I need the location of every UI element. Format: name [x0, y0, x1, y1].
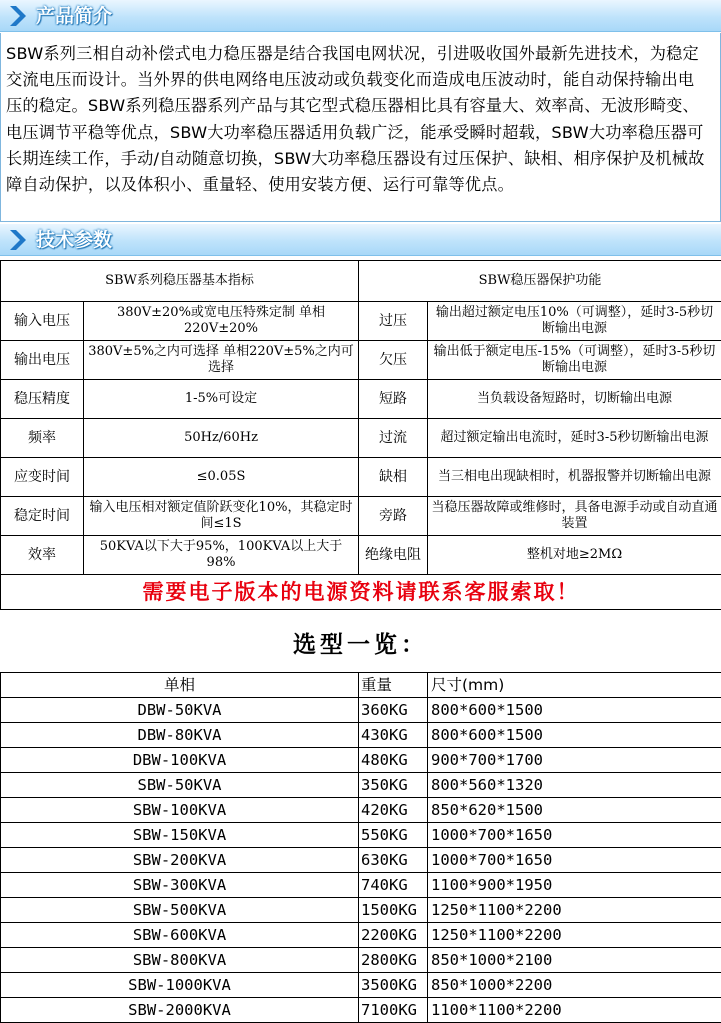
- model-name: SBW-50KVA: [1, 773, 359, 798]
- model-name: SBW-100KVA: [1, 798, 359, 823]
- param-value: 1-5%可设定: [84, 380, 359, 419]
- model-size: 900*700*1700: [428, 748, 721, 773]
- model-weight: 3500KG: [359, 973, 428, 998]
- params-header-left: SBW系列稳压器基本指标: [1, 261, 359, 302]
- intro-title: 产品简介: [36, 4, 112, 28]
- params-row: [1, 380, 721, 419]
- model-weight: 7100KG: [359, 998, 428, 1023]
- models-header-type: 单相: [1, 673, 359, 698]
- chevron-right-icon: [8, 4, 30, 28]
- selection-title: 选型一览：: [0, 626, 721, 659]
- protection-value: 输出低于额定电压-15%（可调整），延时3-5秒切断输出电源: [428, 341, 721, 380]
- protection-label: 缺相: [359, 458, 428, 497]
- protection-label: 绝缘电阻: [359, 536, 428, 575]
- models-header-size: 尺寸(mm): [428, 673, 721, 698]
- protection-label: 过流: [359, 419, 428, 458]
- model-weight: 550KG: [359, 823, 428, 848]
- protection-value: 输出超过额定电压10%（可调整），延时3-5秒切断输出电源: [428, 302, 721, 341]
- model-weight: 350KG: [359, 773, 428, 798]
- model-weight: 1500KG: [359, 898, 428, 923]
- protection-label: 过压: [359, 302, 428, 341]
- params-row: [1, 536, 721, 575]
- model-weight: 630KG: [359, 848, 428, 873]
- params-row: [1, 419, 721, 458]
- model-size: 850*1000*2200: [428, 973, 721, 998]
- param-value: 380V±20%或宽电压特殊定制 单相220V±20%: [84, 302, 359, 341]
- param-label: 输入电压: [1, 302, 84, 341]
- model-weight: 2200KG: [359, 923, 428, 948]
- table-row: [1, 848, 721, 873]
- table-row: [1, 873, 721, 898]
- param-label: 稳压精度: [1, 380, 84, 419]
- params-row: [1, 341, 721, 380]
- model-name: SBW-500KVA: [1, 898, 359, 923]
- model-weight: 740KG: [359, 873, 428, 898]
- model-size: 800*560*1320: [428, 773, 721, 798]
- model-name: SBW-1000KVA: [1, 973, 359, 998]
- model-size: 1100*900*1950: [428, 873, 721, 898]
- protection-label: 短路: [359, 380, 428, 419]
- param-label: 输出电压: [1, 341, 84, 380]
- params-row: [1, 497, 721, 536]
- model-weight: 2800KG: [359, 948, 428, 973]
- intro-section-bar: [0, 0, 721, 32]
- model-size: 1100*1100*2200: [428, 998, 721, 1023]
- table-row: [1, 948, 721, 973]
- table-row: [1, 798, 721, 823]
- model-weight: 430KG: [359, 723, 428, 748]
- table-row: [1, 723, 721, 748]
- param-value: 50KVA以下大于95%，100KVA以上大于98%: [84, 536, 359, 575]
- params-header-right: SBW稳压器保护功能: [359, 261, 721, 302]
- model-name: DBW-80KVA: [1, 723, 359, 748]
- protection-value: 整机对地≥2MΩ: [428, 536, 721, 575]
- model-name: DBW-50KVA: [1, 698, 359, 723]
- param-value: 50Hz/60Hz: [84, 419, 359, 458]
- param-value: ≤0.05S: [84, 458, 359, 497]
- model-size: 1000*700*1650: [428, 848, 721, 873]
- model-size: 850*620*1500: [428, 798, 721, 823]
- model-name: SBW-800KVA: [1, 948, 359, 973]
- table-row: [1, 773, 721, 798]
- model-weight: 420KG: [359, 798, 428, 823]
- protection-value: 当负载设备短路时，切断输出电源: [428, 380, 721, 419]
- protection-label: 旁路: [359, 497, 428, 536]
- param-label: 效率: [1, 536, 84, 575]
- model-weight: 360KG: [359, 698, 428, 723]
- table-row: [1, 898, 721, 923]
- models-header-weight: 重量: [359, 673, 428, 698]
- param-label: 稳定时间: [1, 497, 84, 536]
- models-table: [0, 672, 721, 1023]
- param-label: 频率: [1, 419, 84, 458]
- param-value: 输入电压相对额定值阶跃变化10%，其稳定时间≤1S: [84, 497, 359, 536]
- table-row: [1, 698, 721, 723]
- chevron-right-icon: [8, 228, 30, 252]
- table-row: [1, 748, 721, 773]
- model-name: SBW-200KVA: [1, 848, 359, 873]
- param-label: 应变时间: [1, 458, 84, 497]
- model-size: 850*1000*2100: [428, 948, 721, 973]
- model-name: DBW-100KVA: [1, 748, 359, 773]
- model-size: 1250*1100*2200: [428, 898, 721, 923]
- model-size: 1000*700*1650: [428, 823, 721, 848]
- params-title: 技术参数: [36, 228, 112, 252]
- protection-label: 欠压: [359, 341, 428, 380]
- params-row: [1, 458, 721, 497]
- table-row: [1, 998, 721, 1023]
- model-size: 1250*1100*2200: [428, 923, 721, 948]
- param-value: 380V±5%之内可选择 单相220V±5%之内可选择: [84, 341, 359, 380]
- table-row: [1, 973, 721, 998]
- model-name: SBW-2000KVA: [1, 998, 359, 1023]
- params-table: [0, 260, 721, 610]
- model-name: SBW-150KVA: [1, 823, 359, 848]
- table-row: [1, 923, 721, 948]
- intro-text: SBW系列三相自动补偿式电力稳压器是结合我国电网状况，引进吸收国外最新先进技术，为稳定交流电压而设计。当外界的供电网络电压波动或负载变化而造成电压波动时，能自动保持输出电压的稳定。SBW系列稳压器系列产品与其它型式稳压器相比具有容量大、效率高、无波形畸变、电压调节平稳等优点，SBW大功率稳压器适用负载广泛，能承受瞬时超载，SBW大功率稳压器可长期连续工作，手动/自动随意切换，SBW大功率稳压器设有过压保护、缺相、相序保护及机械故障自动保护，以及体积小、重量轻、使用安装方便、运行可靠等优点。: [0, 33, 721, 222]
- protection-value: 超过额定输出电流时，延时3-5秒切断输出电源: [428, 419, 721, 458]
- model-weight: 480KG: [359, 748, 428, 773]
- model-name: SBW-600KVA: [1, 923, 359, 948]
- table-row: [1, 823, 721, 848]
- contact-notice: 需要电子版本的电源资料请联系客服索取！: [1, 575, 721, 610]
- model-size: 800*600*1500: [428, 698, 721, 723]
- protection-value: 当三相电出现缺相时，机器报警并切断输出电源: [428, 458, 721, 497]
- model-size: 800*600*1500: [428, 723, 721, 748]
- params-section-bar: [0, 224, 721, 256]
- protection-value: 当稳压器故障或维修时，具备电源手动或自动直通装置: [428, 497, 721, 536]
- params-row: [1, 302, 721, 341]
- model-name: SBW-300KVA: [1, 873, 359, 898]
